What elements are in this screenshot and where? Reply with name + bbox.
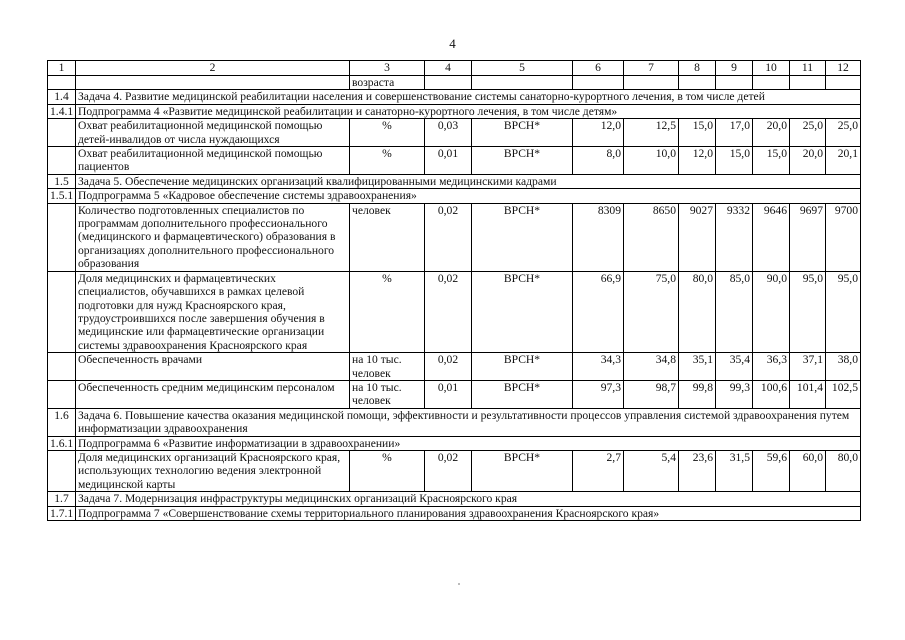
value-cell: 20,0 — [790, 147, 826, 175]
weight-cell: 0,02 — [425, 271, 472, 352]
task-title: Задача 7. Модернизация инфраструктуры медицинских организаций Красноярского края — [76, 492, 861, 506]
value-cell: 102,5 — [826, 380, 861, 408]
indicator-name: Доля медицинских и фармацевтических специалистов, обучавшихся в рамках целевой подготовки для нужд Красноярского края, трудоустроившихся после завершения обучения в медицинские или фармацевтические организации системы здравоохранения Красноярского края — [76, 271, 350, 352]
value-cell: 25,0 — [826, 119, 861, 147]
unit-cell: % — [350, 147, 425, 175]
row-number: 1.4.1 — [48, 104, 76, 118]
subprogram-title: Подпрограмма 6 «Развитие информатизации в здравоохранении» — [76, 436, 861, 450]
value-cell: 20,0 — [753, 119, 790, 147]
indicator-name: Охват реабилитационной медицинской помощью детей-инвалидов от числа нуждающихся — [76, 119, 350, 147]
value-cell: 90,0 — [753, 271, 790, 352]
column-header: 5 — [472, 61, 573, 76]
value-cell: 59,6 — [753, 450, 790, 491]
row-number: 1.7 — [48, 492, 76, 506]
source-cell: ВРСН* — [472, 271, 573, 352]
row-number — [48, 271, 76, 352]
row-number: 1.4 — [48, 90, 76, 104]
value-cell: 36,3 — [753, 353, 790, 381]
value-cell: 15,0 — [716, 147, 753, 175]
weight-cell: 0,02 — [425, 353, 472, 381]
task-title: Задача 6. Повышение качества оказания медицинской помощи, эффективности и результативности процессов управления системой здравоохранения путем информатизации здравоохранения — [76, 408, 861, 436]
source-cell: ВРСН* — [472, 119, 573, 147]
row-number — [48, 203, 76, 271]
unit-cell: % — [350, 119, 425, 147]
scan-speck — [458, 583, 460, 585]
value-cell: 85,0 — [716, 271, 753, 352]
indicator-row — [48, 147, 861, 175]
value-cell: 35,4 — [716, 353, 753, 381]
subprogram-row — [48, 506, 861, 520]
value-cell: 38,0 — [826, 353, 861, 381]
value-cell: 23,6 — [679, 450, 716, 491]
table-body — [48, 61, 861, 521]
indicator-name: Охват реабилитационной медицинской помощью пациентов — [76, 147, 350, 175]
indicator-row — [48, 450, 861, 491]
value-cell: 34,3 — [573, 353, 624, 381]
weight-cell: 0,01 — [425, 147, 472, 175]
value-cell: 8,0 — [573, 147, 624, 175]
column-header: 8 — [679, 61, 716, 76]
indicator-row — [48, 203, 861, 271]
subprogram-row — [48, 436, 861, 450]
value-cell: 100,6 — [753, 380, 790, 408]
source-cell: ВРСН* — [472, 147, 573, 175]
task-row — [48, 492, 861, 506]
value-cell: 99,8 — [679, 380, 716, 408]
row-number — [48, 147, 76, 175]
row-number — [48, 353, 76, 381]
header-row — [48, 61, 861, 76]
value-cell: 9700 — [826, 203, 861, 271]
task-title: Задача 5. Обеспечение медицинских организаций квалифицированными медицинскими кадрами — [76, 174, 861, 188]
indicators-table — [47, 60, 861, 521]
unit-cell: на 10 тыс. человек — [350, 353, 425, 381]
source-cell: ВРСН* — [472, 450, 573, 491]
subprogram-title: Подпрограмма 7 «Совершенствование схемы территориального планирования здравоохранения Красноярского края» — [76, 506, 861, 520]
value-cell: 9646 — [753, 203, 790, 271]
value-cell: 10,0 — [624, 147, 679, 175]
row-number — [48, 380, 76, 408]
weight-cell: 0,01 — [425, 380, 472, 408]
column-header: 7 — [624, 61, 679, 76]
value-cell: 12,0 — [679, 147, 716, 175]
value-cell: 80,0 — [826, 450, 861, 491]
row-number: 1.6 — [48, 408, 76, 436]
indicator-row — [48, 353, 861, 381]
value-cell: 37,1 — [790, 353, 826, 381]
unit-cell: % — [350, 271, 425, 352]
row-number: 1.6.1 — [48, 436, 76, 450]
column-header: 10 — [753, 61, 790, 76]
value-cell: 25,0 — [790, 119, 826, 147]
value-cell: 66,9 — [573, 271, 624, 352]
value-cell: 8650 — [624, 203, 679, 271]
value-cell: 5,4 — [624, 450, 679, 491]
value-cell: 17,0 — [716, 119, 753, 147]
value-cell: 9027 — [679, 203, 716, 271]
page-number: 4 — [449, 36, 456, 51]
continuation-row — [48, 76, 861, 90]
value-cell: 2,7 — [573, 450, 624, 491]
indicator-name: Обеспеченность врачами — [76, 353, 350, 381]
subprogram-title: Подпрограмма 4 «Развитие медицинской реабилитации и санаторно-курортного лечения, в том числе детям» — [76, 104, 861, 118]
indicator-row — [48, 380, 861, 408]
value-cell: 8309 — [573, 203, 624, 271]
value-cell: 99,3 — [716, 380, 753, 408]
task-title: Задача 4. Развитие медицинской реабилитации населения и совершенствование системы санаторно-курортного лечения, в том числе детей — [76, 90, 861, 104]
indicator-row — [48, 119, 861, 147]
source-cell: ВРСН* — [472, 380, 573, 408]
value-cell: 31,5 — [716, 450, 753, 491]
weight-cell: 0,02 — [425, 450, 472, 491]
source-cell: ВРСН* — [472, 203, 573, 271]
source-cell: ВРСН* — [472, 353, 573, 381]
value-cell: 9332 — [716, 203, 753, 271]
subprogram-title: Подпрограмма 5 «Кадровое обеспечение системы здравоохранения» — [76, 189, 861, 203]
value-cell: 20,1 — [826, 147, 861, 175]
weight-cell: 0,03 — [425, 119, 472, 147]
value-cell: 95,0 — [790, 271, 826, 352]
unit-cell: % — [350, 450, 425, 491]
subprogram-row — [48, 104, 861, 118]
value-cell: 12,0 — [573, 119, 624, 147]
value-cell: 15,0 — [753, 147, 790, 175]
value-cell: 60,0 — [790, 450, 826, 491]
column-header: 3 — [350, 61, 425, 76]
column-header: 11 — [790, 61, 826, 76]
value-cell: 101,4 — [790, 380, 826, 408]
task-row — [48, 408, 861, 436]
column-header: 1 — [48, 61, 76, 76]
row-number — [48, 119, 76, 147]
value-cell: 98,7 — [624, 380, 679, 408]
value-cell: 97,3 — [573, 380, 624, 408]
value-cell: 9697 — [790, 203, 826, 271]
row-number: 1.5.1 — [48, 189, 76, 203]
value-cell: 95,0 — [826, 271, 861, 352]
unit-cell: человек — [350, 203, 425, 271]
column-header: 12 — [826, 61, 861, 76]
column-header: 2 — [76, 61, 350, 76]
task-row — [48, 174, 861, 188]
value-cell: 75,0 — [624, 271, 679, 352]
column-header: 4 — [425, 61, 472, 76]
row-number: 1.7.1 — [48, 506, 76, 520]
weight-cell: 0,02 — [425, 203, 472, 271]
value-cell: 34,8 — [624, 353, 679, 381]
row-number: 1.5 — [48, 174, 76, 188]
column-header: 6 — [573, 61, 624, 76]
subprogram-row — [48, 189, 861, 203]
unit-cell: на 10 тыс. человек — [350, 380, 425, 408]
unit-cell: возраста — [350, 76, 425, 90]
indicator-row — [48, 271, 861, 352]
value-cell: 80,0 — [679, 271, 716, 352]
indicator-name: Доля медицинских организаций Красноярского края, использующих технологию ведения электронной медицинской карты — [76, 450, 350, 491]
column-header: 9 — [716, 61, 753, 76]
indicator-name: Количество подготовленных специалистов по программам дополнительного профессионального (медицинского и фармацевтического) образования в организациях дополнительного профессионального образования — [76, 203, 350, 271]
value-cell: 12,5 — [624, 119, 679, 147]
value-cell: 35,1 — [679, 353, 716, 381]
row-number — [48, 450, 76, 491]
value-cell: 15,0 — [679, 119, 716, 147]
task-row — [48, 90, 861, 104]
indicator-name: Обеспеченность средним медицинским персоналом — [76, 380, 350, 408]
